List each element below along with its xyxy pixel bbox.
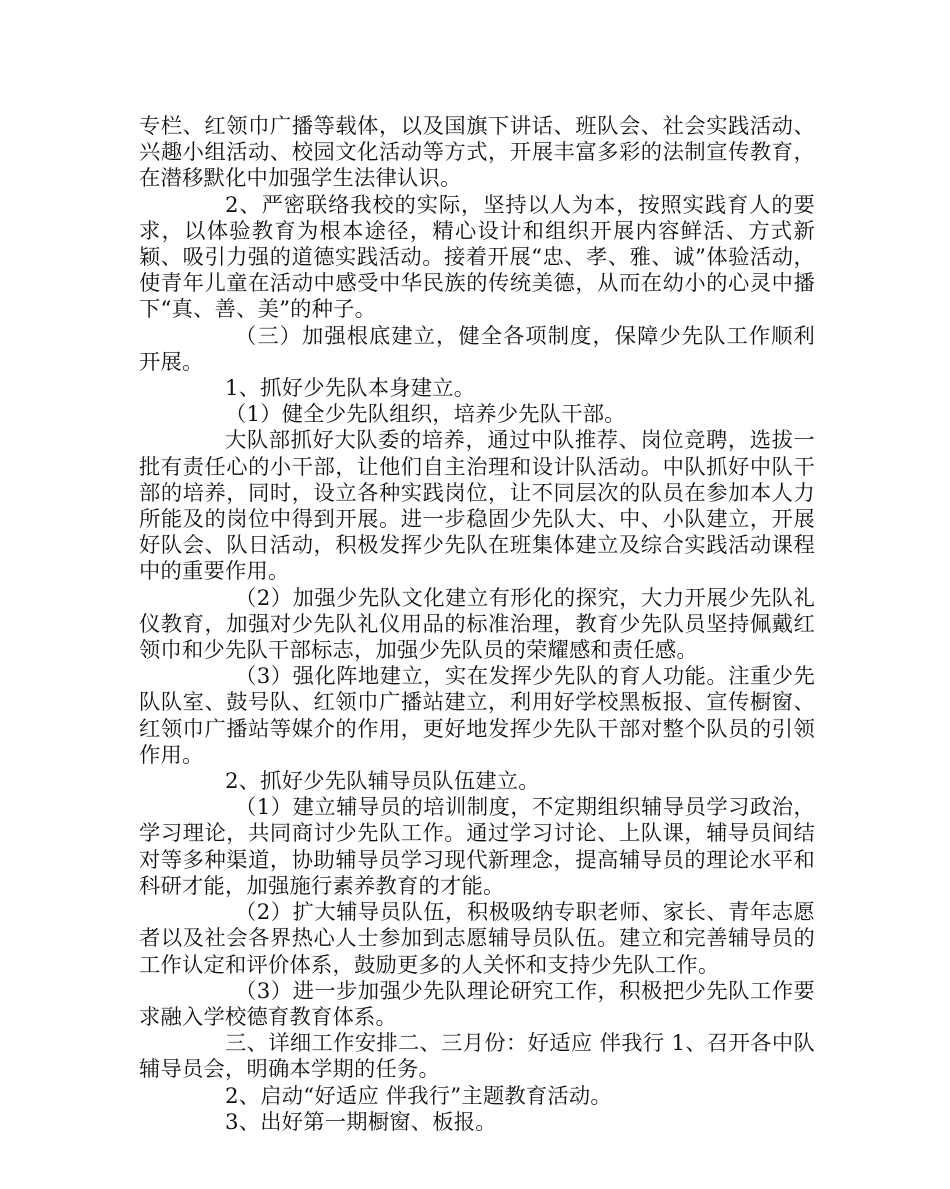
paragraph: 专栏、红领巾广播等载体，以及国旗下讲话、班队会、社会实践活动、兴趣小组活动、校园文化活动等方式，开展丰富多彩的法制宣传教育，在潜移默化中加强学生法律认识。 (139, 114, 815, 192)
paragraph: （2）加强少先队文化建立有形化的探究，大力开展少先队礼仪教育，加强对少先队礼仪用品的标准治理，教育少先队员坚持佩戴红领巾和少先队干部标志，加强少先队员的荣耀感和责任感。 (139, 585, 815, 664)
paragraph: （1）建立辅导员的培训制度，不定期组织辅导员学习政治，学习理论，共同商讨少先队工作。通过学习讨论、上队课，辅导员间结对等多种渠道，协助辅导员学习现代新理念，提高辅导员的理论水平和科研才能，加强施行素养教育的才能。 (139, 795, 815, 899)
paragraph: （1）健全少先队组织，培养少先队干部。 (225, 402, 626, 428)
paragraph: 三、详细工作安排二、三月份：好适应 伴我行 1、召开各中队辅导员会，明确本学期的任务。 (139, 1031, 815, 1083)
paragraph: 2、抓好少先队辅导员队伍建立。 (225, 769, 540, 795)
paragraph: 大队部抓好大队委的培养，通过中队推荐、岗位竞聘，选拔一批有责任心的小干部，让他们自主治理和设计队活动。中队抓好中队干部的培养，同时，设立各种实践岗位，让不同层次的队员在参加本人力所能及的岗位中得到开展。进一步稳固少先队大、中、小队建立，开展好队会、队日活动，积极发挥少先队在班集体建立及综合实践活动课程中的重要作用。 (139, 428, 815, 585)
paragraph: （2）扩大辅导员队伍，积极吸纳专职老师、家长、青年志愿者以及社会各界热心人士参加到志愿辅导员队伍。建立和完善辅导员的工作认定和评价体系，鼓励更多的人关怀和支持少先队工作。 (139, 900, 815, 978)
paragraph: （3）强化阵地建立，实在发挥少先队的育人功能。注重少先队队室、鼓号队、红领巾广播站建立，利用好学校黑板报、宣传橱窗、红领巾广播站等媒介的作用，更好地发挥少先队干部对整个队员的引领作用。 (139, 664, 815, 768)
document-body (139, 114, 815, 1136)
paragraph: 1、抓好少先队本身建立。 (225, 376, 476, 402)
section-heading: （三）加强根底建立，健全各项制度，保障少先队工作顺利开展。 (139, 323, 815, 375)
paragraph: 2、严密联络我校的实际，坚持以人为本，按照实践育人的要求，以体验教育为根本途径，精心设计和组织开展内容鲜活、方式新颖、吸引力强的道德实践活动。接着开展“忠、孝、雅、诚”体验活动，使青年儿童在活动中感受中华民族的传统美德，从而在幼小的心灵中播下“真、善、美”的种子。 (139, 192, 815, 323)
paragraph: （3）进一步加强少先队理论研究工作，积极把少先队工作要求融入学校德育教育体系。 (139, 978, 815, 1030)
paragraph: 2、启动“好适应 伴我行”主题教育活动。 (225, 1083, 612, 1109)
paragraph: 3、出好第一期橱窗、板报。 (225, 1109, 497, 1135)
